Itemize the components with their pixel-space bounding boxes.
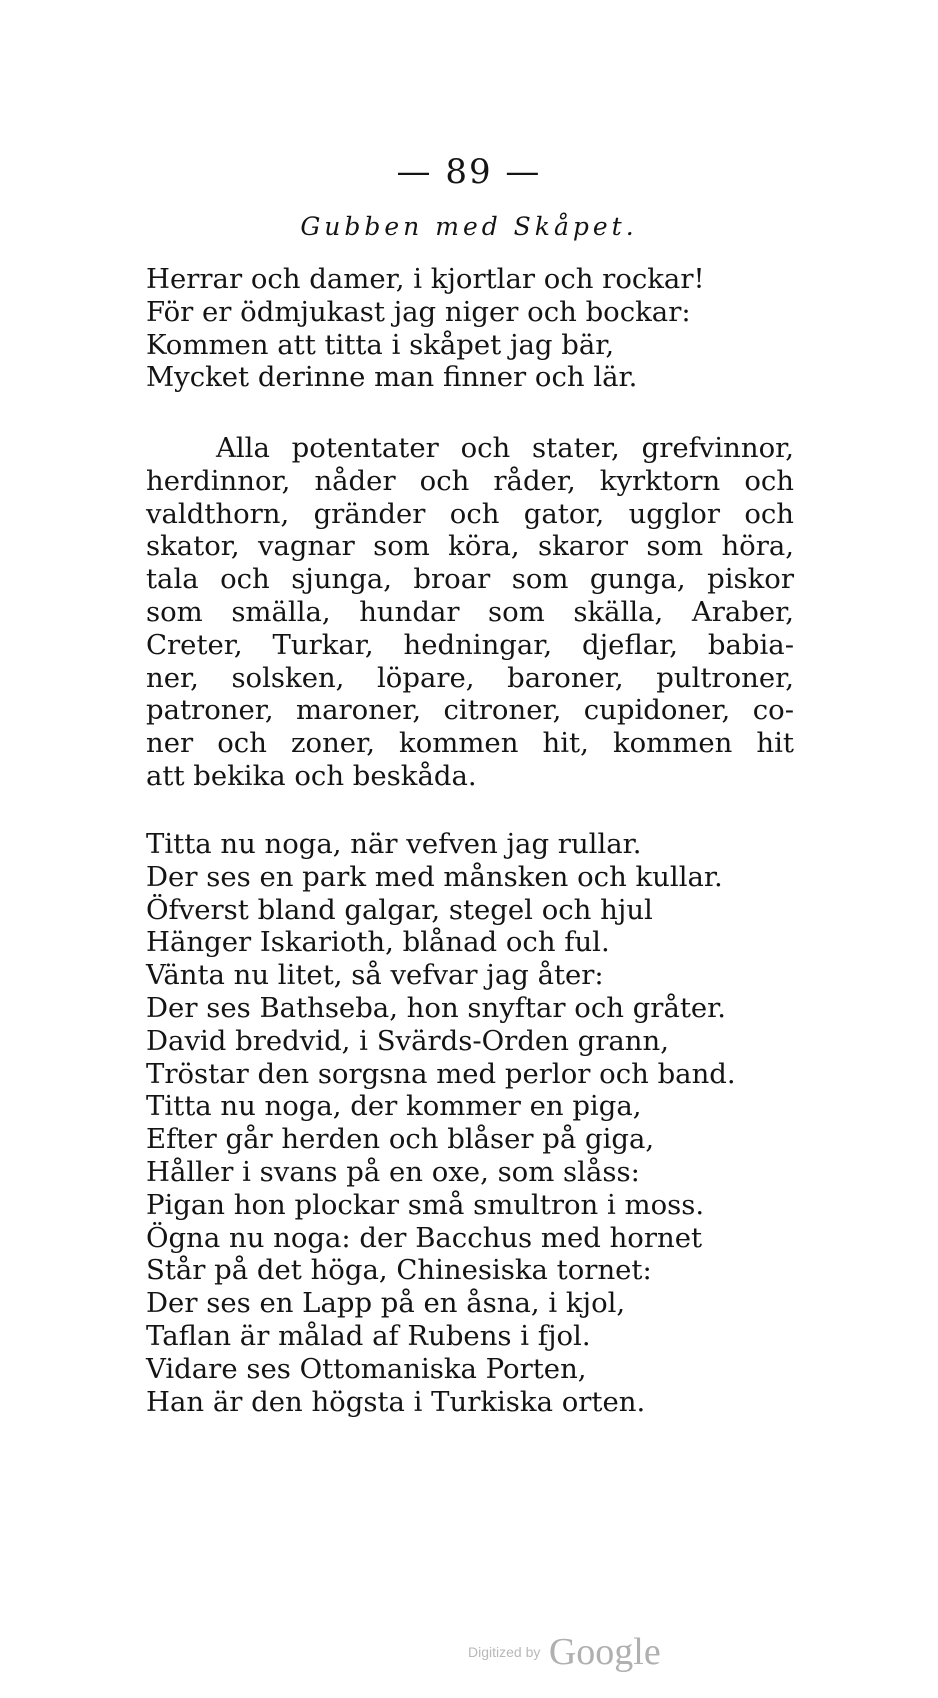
- verse-line: Der ses en park med månsken och kullar.: [146, 860, 723, 893]
- verse-line: För er ödmjukast jag niger och bockar:: [146, 295, 691, 328]
- prose-line: Creter, Turkar, hedningar, djeflar, babia-: [146, 628, 794, 661]
- verse-line: Hänger Iskarioth, blånad och ful.: [146, 926, 610, 959]
- verse-line: Der ses Bathseba, hon snyftar och gråter.: [146, 991, 727, 1024]
- prose-line: ner och zoner, kommen hit, kommen hit: [146, 727, 794, 760]
- verse-line: Efter går herden och blåser på giga,: [146, 1123, 655, 1156]
- verse-line: Taflan är målad af Rubens i fjol.: [146, 1319, 591, 1352]
- prose-stanza: [146, 432, 794, 793]
- verse-line: Står på det höga, Chinesiska tornet:: [146, 1254, 652, 1287]
- poem-title: Gubben med Skåpet.: [300, 212, 638, 241]
- prose-line: valdthorn, gränder och gator, ugglor och: [146, 497, 794, 530]
- stanza-3: [146, 828, 794, 1418]
- prose-line: Alla potentater och stater, grefvinnor,: [216, 432, 794, 464]
- verse-line: Kommen att titta i skåpet jag bär,: [146, 328, 615, 361]
- verse-line: Titta nu noga, när vefven jag rullar.: [146, 828, 642, 860]
- verse-line: Pigan hon plockar små smultron i moss.: [146, 1188, 705, 1221]
- page-number: — 89 —: [396, 152, 542, 192]
- verse-line: Ögna nu noga: der Bacchus med hornet: [146, 1221, 703, 1254]
- verse-line: Tröstar den sorgsna med perlor och band.: [146, 1057, 736, 1090]
- verse-line: David bredvid, i Svärds-Orden grann,: [146, 1024, 669, 1057]
- prose-line: herdinnor, nåder och råder, kyrktorn och: [146, 464, 794, 497]
- watermark-prefix: Digitized by: [468, 1644, 541, 1660]
- verse-line: Vänta nu litet, så vefvar jag åter:: [146, 959, 604, 992]
- verse-line: Han är den högsta i Turkiska orten.: [146, 1385, 646, 1418]
- verse-line: Öfverst bland galgar, stegel och hjul: [146, 893, 653, 926]
- prose-line: tala och sjunga, broar som gunga, piskor: [146, 563, 794, 596]
- digitized-watermark: [468, 1630, 661, 1674]
- prose-line: att bekika och beskåda.: [146, 759, 477, 792]
- verse-line: Der ses en Lapp på en åsna, i kjol,: [146, 1287, 626, 1320]
- verse-line: Mycket derinne man finner och lär.: [146, 361, 638, 394]
- watermark-brand: Google: [548, 1631, 661, 1673]
- verse-line: Håller i svans på en oxe, som slåss:: [146, 1155, 640, 1188]
- verse-line: Vidare ses Ottomaniska Porten,: [146, 1352, 587, 1385]
- prose-line: som smälla, hundar som skälla, Araber,: [146, 595, 794, 628]
- prose-line: patroner, maroner, citroner, cupidoner, co-: [146, 694, 794, 727]
- verse-line: Herrar och damer, i kjortlar och rockar!: [146, 263, 705, 295]
- verse-line: Titta nu noga, der kommer en piga,: [146, 1090, 642, 1123]
- stanza-1: [146, 263, 794, 394]
- prose-line: ner, solsken, löpare, baroner, pultroner,: [146, 661, 794, 694]
- prose-line: skator, vagnar som köra, skaror som höra,: [146, 530, 794, 563]
